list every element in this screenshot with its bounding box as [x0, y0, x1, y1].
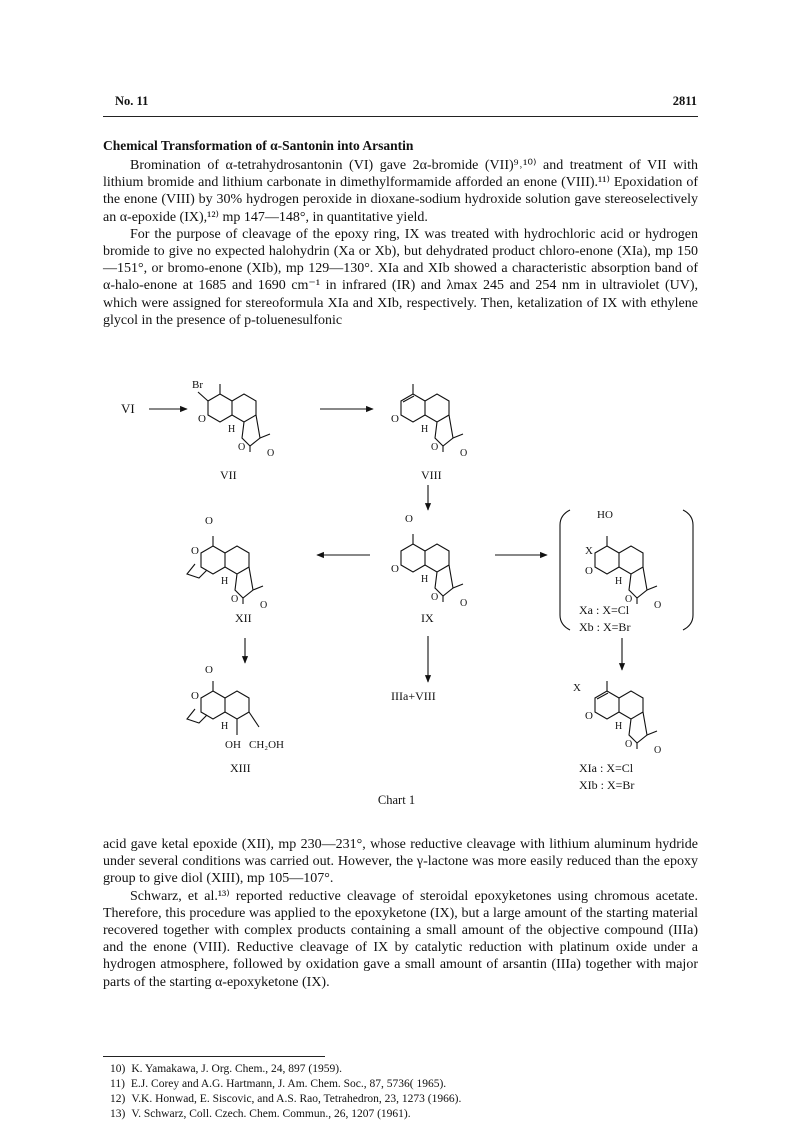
svg-text:O: O [231, 594, 239, 605]
svg-text:O: O [205, 664, 213, 676]
svg-text:OH: OH [225, 739, 241, 751]
label-xa: Xa : X=Cl [579, 603, 630, 617]
svg-text:O: O [238, 442, 246, 453]
label-xib: XIb : X=Br [579, 778, 635, 792]
reaction-scheme [95, 360, 705, 800]
section-title: Chemical Transformation of α-Santonin into Arsantin [103, 138, 414, 153]
label-xiii: XIII [230, 761, 251, 775]
bracket-right [683, 510, 693, 630]
svg-text:O: O [460, 448, 468, 459]
svg-text:O: O [391, 413, 399, 425]
svg-text:X: X [585, 545, 593, 557]
svg-text:O: O [391, 563, 399, 575]
footnotes [110, 1062, 467, 1122]
body-text-bottom [103, 836, 698, 991]
svg-text:O: O [585, 565, 593, 577]
label-xii: XII [235, 611, 252, 625]
structure-viii [391, 384, 467, 459]
svg-text:H: H [228, 424, 236, 435]
footnote: 11) E.J. Corey and A.G. Hartmann, J. Am. Chem. Soc., 87, 5736( 1965). [110, 1078, 447, 1090]
svg-text:O: O [260, 600, 268, 611]
svg-text:O: O [654, 745, 662, 756]
label-ix: IX [421, 611, 434, 625]
structure-xii [187, 515, 267, 611]
svg-text:H: H [615, 721, 623, 732]
page-number-label: No. 11 [115, 94, 149, 108]
paragraph: For the purpose of cleavage of the epoxy ring, IX was treated with hydrochloric acid or hydrogen bromide to give no expected halohydrin (Xa or Xb), but dehydrated product chloro-enone (XIa), mp 150—151°, or bromo-enone (XIb), mp 129—130°. XIa and XIb showed a characteristic absorption band of α-halo-enone at 1685 and 1690 cm⁻¹ in infrared (IR) and λmax 245 and 254 nm in ultraviolet (UV), which were assigned for stereoformula XIa and XIb, respectively. Then, ketalization of IX with ethylene glycol in the presence of p-toluenesulfonic [103, 226, 698, 328]
paragraph: Bromination of α-tetrahydrosantonin (VI) gave 2α-bromide (VII)⁹˒¹⁰⁾ and treatment of VII with lithium bromide and lithium carbonate in dimethylformamide afforded an enone (VIII).¹¹⁾ Epoxidation of the enone (VIII) by 30% hydrogen peroxide in dioxane-sodium hydroxide solution gave stereoselectively an α-epoxide (IX),¹²⁾ mp 147—148°, in quantitative yield. [103, 158, 698, 225]
structure-vii [192, 379, 274, 459]
svg-text:HO: HO [597, 509, 613, 521]
label-products-ix: IIIa+VIII [391, 689, 436, 703]
label-vi: VI [121, 401, 135, 416]
svg-text:O: O [585, 710, 593, 722]
svg-text:X: X [573, 682, 581, 694]
paragraph: Schwarz, et al.¹³⁾ reported reductive cleavage of steroidal epoxyketones using chromous acetate. Therefore, this procedure was applied to the epoxyketone (IX), but a large amount of the starting material recovered together with complex products containing a small amount of the objective compound (IIIa) and the enone (VIII). Reductive cleavage of IX by catalytic reduction with platinum oxide under a hydrogen atmosphere, followed by oxidation gave a small amount of arsantin (IIIa) together with major parts of the starting α-epoxyketone (IX). [103, 888, 698, 990]
footnote: 12) V.K. Honwad, E. Siscovic, and A.S. Rao, Tetrahedron, 23, 1273 (1966). [110, 1093, 462, 1105]
page-number: 2811 [672, 94, 697, 108]
svg-text:O: O [625, 739, 633, 750]
svg-text:O: O [431, 592, 439, 603]
structure-xiii [187, 664, 284, 751]
structure-x [585, 509, 661, 611]
svg-text:Br: Br [192, 379, 203, 391]
footnote-rule [103, 1056, 325, 1057]
label-xia: XIa : X=Cl [579, 761, 634, 775]
label-xb: Xb : X=Br [579, 620, 631, 634]
svg-text:O: O [460, 598, 468, 609]
paragraph: acid gave ketal epoxide (XII), mp 230—231°, whose reductive cleavage with lithium aluminum hydride under several conditions was carried out. However, the γ-lactone was more easily reduced than the epoxy group to give diol (XIII), mp 105—107°. [103, 837, 698, 887]
structure-ix [391, 513, 467, 609]
svg-text:H: H [221, 576, 229, 587]
svg-text:CH₂OH: CH₂OH [249, 739, 285, 751]
chart-caption: Chart 1 [377, 793, 416, 807]
svg-text:O: O [191, 545, 199, 557]
footnote: 10) K. Yamakawa, J. Org. Chem., 24, 897 (1959). [110, 1063, 342, 1075]
header-rule [103, 116, 698, 117]
bracket-left [560, 510, 570, 630]
svg-text:H: H [421, 574, 429, 585]
svg-text:O: O [625, 594, 633, 605]
svg-text:O: O [205, 515, 213, 527]
svg-text:H: H [615, 576, 623, 587]
svg-text:O: O [431, 442, 439, 453]
label-viii: VIII [421, 468, 442, 482]
svg-text:H: H [221, 721, 229, 732]
svg-text:O: O [191, 690, 199, 702]
svg-text:O: O [654, 600, 662, 611]
svg-text:O: O [405, 513, 413, 525]
footnote: 13) V. Schwarz, Coll. Czech. Chem. Commun., 26, 1207 (1961). [110, 1108, 411, 1120]
body-text-top [103, 157, 698, 329]
svg-text:H: H [421, 424, 429, 435]
label-vii: VII [220, 468, 237, 482]
structure-xi [573, 681, 661, 756]
svg-text:O: O [198, 413, 206, 425]
svg-text:O: O [267, 448, 275, 459]
